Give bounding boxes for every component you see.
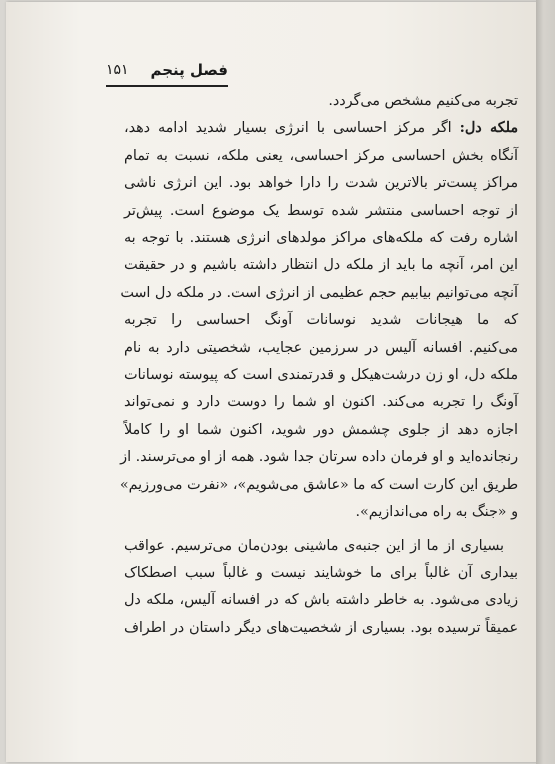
text-line: اجازه دهد از جلوی چشمش دور شوید، اکنون شما او را کاملاً (124, 421, 518, 438)
book-page (6, 2, 542, 762)
text-line: می‌کنیم. افسانه آلیس در سرزمین عجایب، شخصیتی دارد به نام (124, 339, 518, 356)
text-line: تجربه می‌کنیم مشخص می‌گردد. (328, 93, 518, 109)
text-line: بیداری آن غالباً برای ما خوشایند نیست و غالباً سبب اصطکاک (124, 564, 518, 581)
text-line: ملکه دل، او زن درشت‌هیکل و قدرتمندی است که پیوسته نوسانات (124, 367, 518, 384)
book-spine (536, 0, 555, 764)
text-line: بسیاری از ما از این جنبه‌ی ماشینی بودن‌مان می‌ترسیم. عواقب (124, 537, 504, 554)
text-line (124, 115, 518, 142)
body-text (119, 88, 518, 642)
paragraph-lead: ملکه دل: (459, 120, 518, 137)
text-line: آنگاه بخش احساسی مرکز احساسی، یعنی ملکه، نسبت به تمام (124, 147, 518, 164)
page-number: ۱۵۱ (106, 62, 129, 78)
text-line: رنجانده‌اید و او فرمان داده سرتان جدا شود. همه از او می‌ترسند. از (120, 449, 518, 466)
text-line: آونگ را تجربه می‌کند. اکنون او شما را دوست دارد و نمی‌تواند (124, 394, 518, 411)
text-line: عمیقاً ترسیده بود. بسیاری از شخصیت‌های دیگر داستان در اطراف (124, 619, 518, 636)
running-header (106, 57, 228, 87)
line-text: اگر مرکز احساسی با انرژی بسیار شدید ادامه دهد، (124, 120, 452, 137)
text-line: آنچه می‌توانیم بیابیم حجم عظیمی از انرژی است. در ملکه دل است (120, 284, 518, 301)
text-line: طریق این کارت است که ما «عاشق می‌شویم»، «نفرت می‌ورزیم» (119, 476, 518, 493)
paragraph (119, 115, 518, 526)
text-line: از توجه احساسی منتشر شده توسط یک موضوع است. پیش‌تر (124, 202, 518, 219)
text-line: این امر، آنچه ما باید از ملکه دل انتظار داشته باشیم و در حقیقت (124, 257, 518, 274)
text-line: زیادی می‌شود. به خاطر داشته باش که در افسانه آلیس، ملکه دل (124, 592, 518, 609)
chapter-title: فصل پنجم (150, 61, 228, 79)
text-line: و «جنگ به راه می‌اندازیم». (355, 504, 518, 521)
text-line: مراکز پست‌تر بالاترین شدت را دارا خواهد بود. این انرژی ناشی (124, 175, 518, 192)
paragraph (124, 533, 518, 643)
text-line: که ما هیجانات شدید نوسانات آونگ احساسی را تجربه (124, 312, 518, 329)
paragraph (124, 88, 518, 115)
text-line: اشاره رفت که ملکه‌های مراکز مولدهای انرژی هستند. با توجه به (124, 230, 518, 247)
